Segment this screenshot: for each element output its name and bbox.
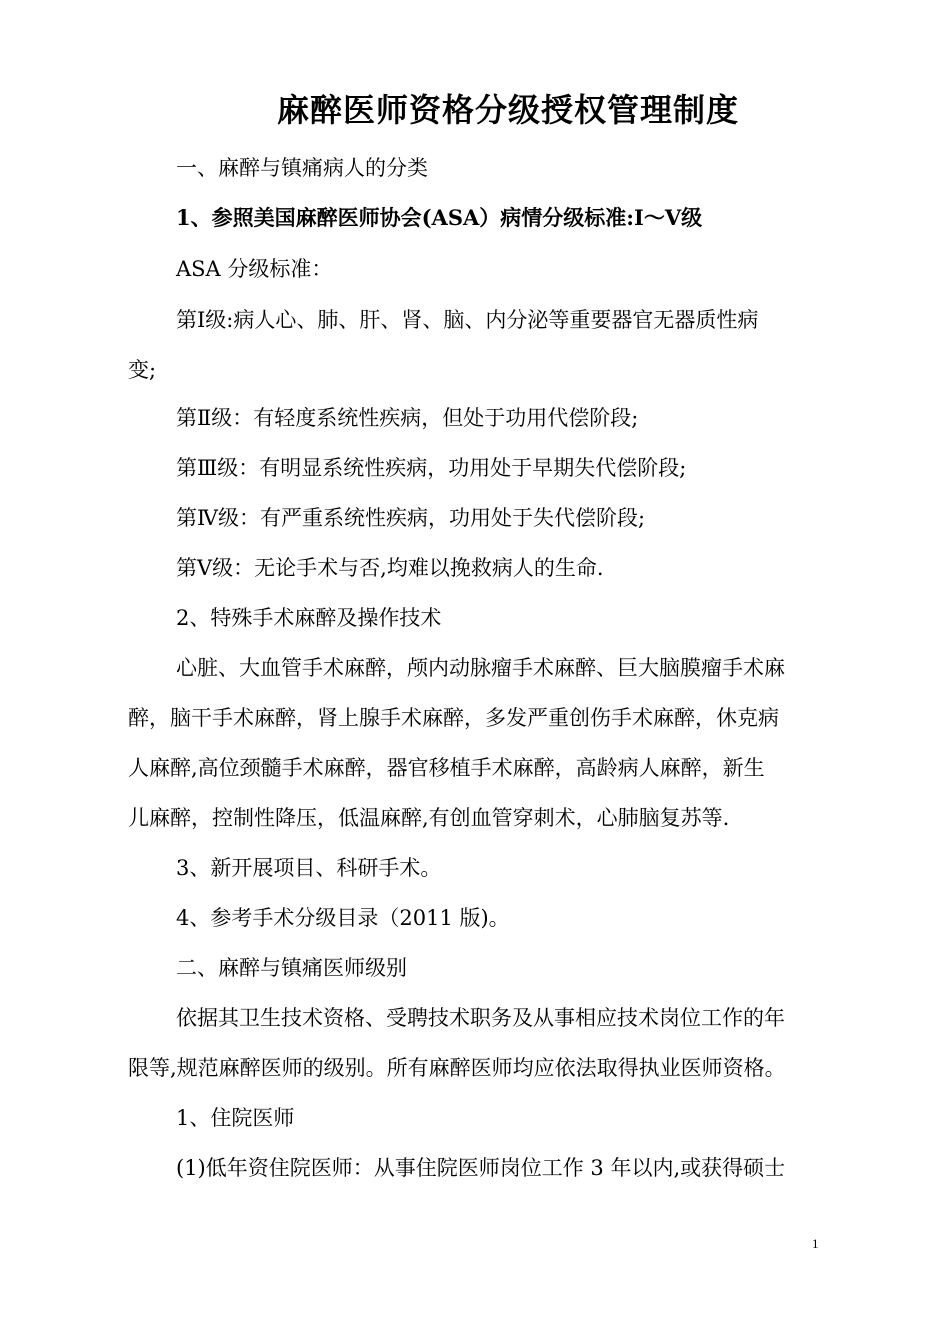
paragraph-line: 变;	[128, 358, 157, 382]
section-heading-1: 一、麻醉与镇痛病人的分类	[176, 156, 428, 180]
document-title: 麻醉医师资格分级授权管理制度	[276, 91, 739, 129]
paragraph-line: 1、参照美国麻醉医师协会(ASA）病情分级标准:Ⅰ～Ⅴ级	[176, 205, 703, 230]
page-number: 1	[812, 1236, 819, 1251]
paragraph-line: 3、新开展项目、科研手术。	[176, 856, 442, 880]
paragraph-line: 儿麻醉，控制性降压，低温麻醉,有创血管穿刺术，心肺脑复苏等.	[128, 806, 730, 830]
paragraph-line: 第Ⅴ级：无论手术与否,均难以挽救病人的生命.	[176, 556, 604, 580]
paragraph-line: (1)低年资住院医师：从事住院医师岗位工作 3 年以内,或获得硕士	[176, 1156, 786, 1180]
paragraph-line: ASA 分级标准：	[176, 257, 333, 281]
paragraph-line: 第Ⅳ级：有严重系统性疾病，功用处于失代偿阶段;	[176, 506, 646, 530]
paragraph-line: 1、住院医师	[176, 1106, 295, 1130]
paragraph-line: 4、参考手术分级目录（2011 版)。	[176, 906, 510, 930]
paragraph-line: 醉，脑干手术麻醉，肾上腺手术麻醉，多发严重创伤手术麻醉，休克病	[128, 706, 779, 730]
paragraph-line: 2、特殊手术麻醉及操作技术	[176, 606, 442, 630]
paragraph-line: 限等,规范麻醉医师的级别。所有麻醉医师均应依法取得执业医师资格。	[128, 1056, 786, 1080]
paragraph-line: 心脏、大血管手术麻醉，颅内动脉瘤手术麻醉、巨大脑膜瘤手术麻	[176, 656, 785, 680]
paragraph-line: 第Ⅲ级：有明显系统性疾病，功用处于早期失代偿阶段;	[176, 456, 687, 480]
paragraph-line: 依据其卫生技术资格、受聘技术职务及从事相应技术岗位工作的年	[176, 1006, 785, 1030]
section-heading-2: 二、麻醉与镇痛医师级别	[176, 956, 407, 980]
paragraph-line: 第Ⅰ级:病人心、肺、肝、肾、脑、内分泌等重要器官无器质性病	[176, 308, 759, 332]
paragraph-line: 第Ⅱ级：有轻度系统性疾病，但处于功用代偿阶段;	[176, 406, 639, 430]
paragraph-line: 人麻醉,高位颈髓手术麻醉，器官移植手术麻醉，高龄病人麻醉，新生	[128, 756, 765, 780]
